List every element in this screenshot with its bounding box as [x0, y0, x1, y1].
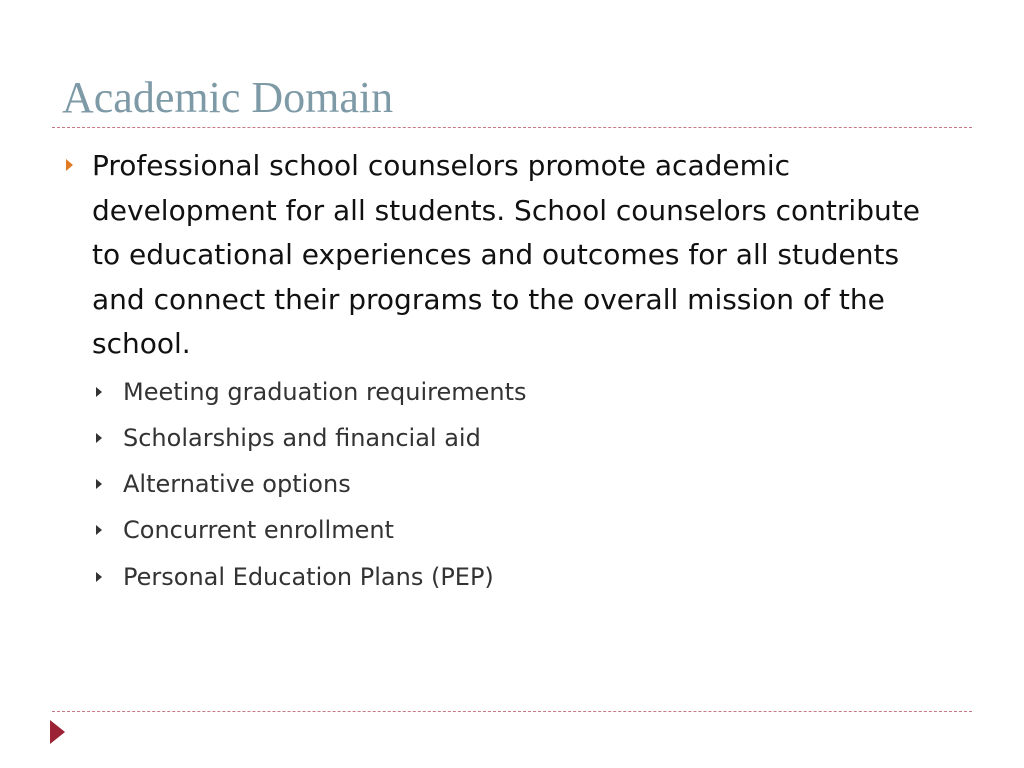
sub-bullet-text: Alternative options — [123, 470, 351, 498]
sub-bullet-triangle-icon — [96, 433, 102, 443]
sub-bullet-text: Personal Education Plans (PEP) — [123, 563, 494, 591]
main-bullet-text: Professional school counselors promote academic development for all students. School counselors contribute to educational experiences and outcomes for all students and connect their programs to the overall mission of the school. — [92, 149, 920, 360]
sub-bullet-text: Concurrent enrollment — [123, 516, 394, 544]
footer-divider — [52, 711, 972, 712]
list-item — [94, 468, 794, 500]
sub-bullet-triangle-icon — [96, 479, 102, 489]
list-item — [94, 422, 794, 454]
sub-bullet-triangle-icon — [96, 572, 102, 582]
sub-bullet-triangle-icon — [96, 387, 102, 397]
next-slide-icon[interactable] — [50, 720, 65, 744]
sub-bullet-text: Meeting graduation requirements — [123, 378, 527, 406]
list-item — [94, 561, 794, 593]
slide-title: Academic Domain — [62, 73, 394, 122]
list-item — [94, 376, 794, 408]
sub-bullet-triangle-icon — [96, 525, 102, 535]
list-item — [94, 514, 794, 546]
sub-bullet-text: Scholarships and financial aid — [123, 424, 481, 452]
